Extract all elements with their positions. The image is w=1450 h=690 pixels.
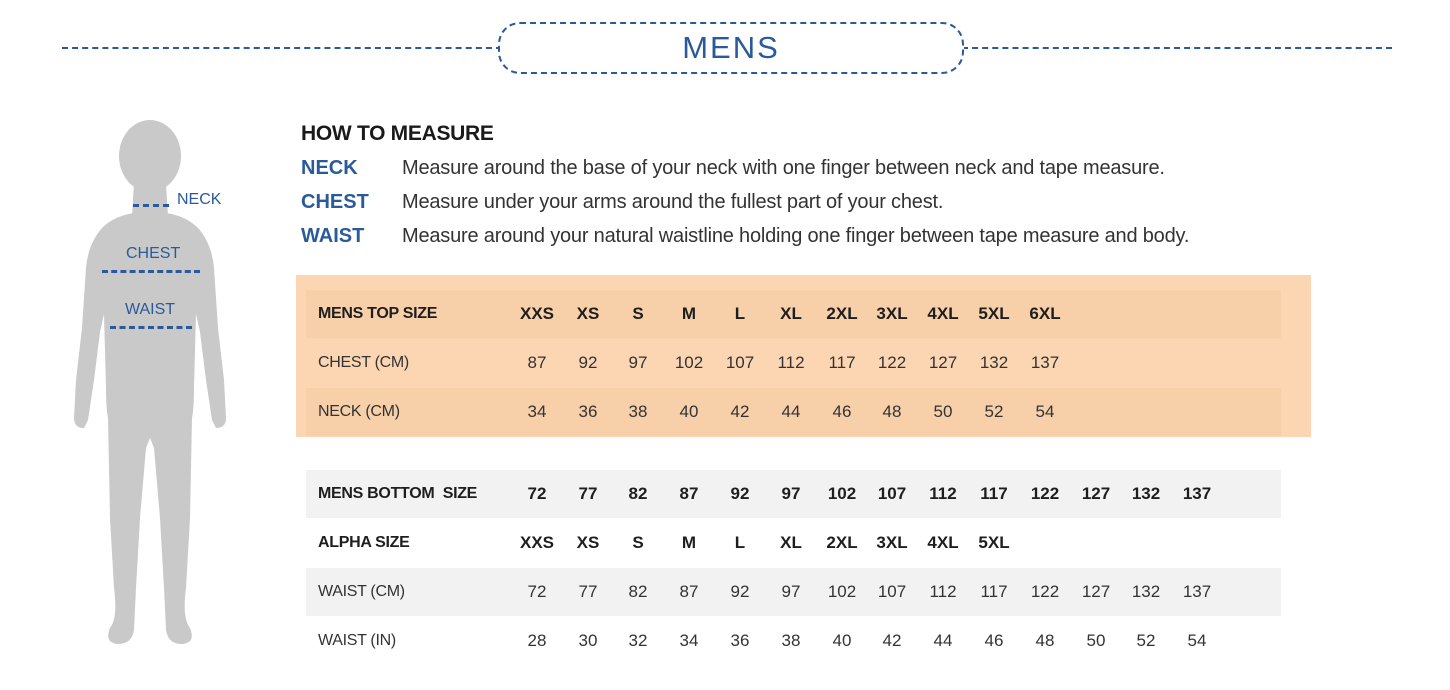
table-cell: 122: [1030, 484, 1060, 503]
table-cell: 127: [1081, 582, 1111, 601]
table-cell: 36: [730, 631, 750, 650]
body-figure: [60, 118, 250, 653]
table-cell: 28: [527, 631, 547, 650]
table-cell: 92: [730, 582, 750, 601]
table-cell: 92: [578, 353, 598, 372]
measure-term: NECK: [301, 157, 358, 179]
row-label: ALPHA SIZE: [318, 534, 410, 551]
figure-label-neck: NECK: [177, 191, 222, 208]
table-cell: 5XL: [978, 304, 1010, 323]
table-cell: 38: [781, 631, 801, 650]
table-cell: 112: [777, 353, 805, 372]
table-cell: 3XL: [876, 533, 908, 552]
table-row: [306, 470, 1281, 518]
table-cell: 137: [1182, 582, 1212, 601]
table-cell: 132: [1131, 582, 1161, 601]
table-cell: 87: [679, 484, 699, 503]
measure-item-neck: [301, 157, 1165, 180]
table-cell: 46: [832, 402, 852, 421]
table-cell: 137: [1182, 484, 1212, 503]
table-row: [306, 339, 1281, 387]
table-cell: XL: [780, 533, 802, 552]
table-cell: 117: [828, 353, 856, 372]
header-dash-right: [962, 47, 1392, 49]
table-cell: 97: [781, 484, 801, 503]
table-cell: 38: [628, 402, 648, 421]
table-cell: 122: [877, 353, 907, 372]
table-cell: 72: [527, 582, 547, 601]
table-cell: 42: [730, 402, 750, 421]
table-cell: 102: [827, 484, 857, 503]
table-cell: 92: [730, 484, 750, 503]
table-cell: 40: [832, 631, 852, 650]
table-cell: L: [734, 304, 746, 323]
table-cell: 6XL: [1029, 304, 1061, 323]
table-cell: 107: [877, 582, 907, 601]
table-cell: XL: [780, 304, 802, 323]
table-cell: 34: [527, 402, 547, 421]
measure-desc: Measure under your arms around the fullest part of your chest.: [402, 191, 944, 213]
figure-label-chest: CHEST: [126, 245, 181, 262]
table-cell: 87: [527, 353, 547, 372]
table-cell: 5XL: [978, 533, 1010, 552]
row-label: MENS TOP SIZE: [318, 305, 438, 322]
table-cell: 44: [781, 402, 801, 421]
row-label: CHEST (CM): [318, 354, 409, 371]
table-cell: 52: [1136, 631, 1156, 650]
table-cell: 48: [882, 402, 902, 421]
table-cell: 46: [984, 631, 1004, 650]
table-cell: 127: [1081, 484, 1111, 503]
table-cell: 112: [929, 582, 957, 601]
measure-desc: Measure around the base of your neck with one finger between neck and tape measure.: [402, 157, 1165, 179]
table-cell: 54: [1035, 402, 1055, 421]
table-cell: 42: [882, 631, 902, 650]
table-cell: 112: [929, 484, 957, 503]
table-cell: 127: [928, 353, 958, 372]
table-cell: 4XL: [927, 304, 959, 323]
table-cell: 122: [1030, 582, 1060, 601]
chest-marker-dash: [102, 270, 200, 273]
row-label: WAIST (CM): [318, 583, 405, 600]
table-cell: XXS: [519, 304, 555, 323]
table-cell: 34: [679, 631, 699, 650]
table-row: [306, 519, 1281, 567]
measure-term: WAIST: [301, 225, 365, 247]
table-row: [306, 290, 1281, 338]
table-row: [306, 568, 1281, 616]
neck-marker-dash: [133, 204, 169, 207]
row-label: WAIST (IN): [318, 632, 396, 649]
table-cell: 107: [877, 484, 907, 503]
table-cell: M: [681, 533, 697, 552]
table-cell: 102: [674, 353, 704, 372]
table-cell: 40: [679, 402, 699, 421]
body-silhouette-icon: [60, 118, 250, 653]
figure-label-waist: WAIST: [125, 301, 176, 318]
measure-term: CHEST: [301, 191, 369, 213]
table-cell: 50: [1086, 631, 1106, 650]
table-cell: 132: [1131, 484, 1161, 503]
page-title-badge: [498, 22, 964, 74]
waist-marker-dash: [110, 326, 192, 329]
table-cell: 2XL: [826, 304, 858, 323]
table-cell: 82: [628, 484, 648, 503]
table-cell: 48: [1035, 631, 1055, 650]
table-cell: S: [632, 304, 644, 323]
how-to-measure-title: HOW TO MEASURE: [301, 122, 494, 145]
table-cell: 137: [1030, 353, 1060, 372]
table-cell: XS: [576, 533, 600, 552]
table-cell: 30: [578, 631, 598, 650]
table-cell: 4XL: [927, 533, 959, 552]
table-cell: 97: [628, 353, 648, 372]
table-cell: 132: [979, 353, 1009, 372]
table-cell: M: [681, 304, 697, 323]
measure-item-waist: [301, 225, 1189, 248]
header-dash-left: [62, 47, 502, 49]
table-cell: 3XL: [876, 304, 908, 323]
table-cell: 44: [933, 631, 953, 650]
table-cell: XS: [576, 304, 600, 323]
table-cell: 2XL: [826, 533, 858, 552]
table-cell: 54: [1187, 631, 1207, 650]
page-title: MENS: [682, 30, 780, 65]
table-cell: 97: [781, 582, 801, 601]
table-cell: 50: [933, 402, 953, 421]
table-cell: XXS: [519, 533, 555, 552]
table-cell: 36: [578, 402, 598, 421]
table-cell: 107: [725, 353, 755, 372]
table-cell: 77: [578, 484, 598, 503]
measure-desc: Measure around your natural waistline holding one finger between tape measure and body.: [402, 225, 1190, 247]
table-row: [306, 388, 1281, 436]
table-cell: L: [734, 533, 746, 552]
measure-item-chest: [301, 191, 943, 214]
table-cell: 82: [628, 582, 648, 601]
row-label: MENS BOTTOM SIZE: [318, 485, 478, 502]
table-cell: 102: [827, 582, 857, 601]
row-label: NECK (CM): [318, 403, 400, 420]
table-cell: 32: [628, 631, 648, 650]
table-cell: 117: [980, 484, 1008, 503]
how-to-measure: [301, 122, 1190, 247]
table-cell: S: [632, 533, 644, 552]
table-cell: 117: [980, 582, 1008, 601]
table-cell: 72: [527, 484, 547, 503]
table-cell: 52: [984, 402, 1004, 421]
table-cell: 87: [679, 582, 699, 601]
table-cell: 77: [578, 582, 598, 601]
table-row: [306, 617, 1281, 665]
